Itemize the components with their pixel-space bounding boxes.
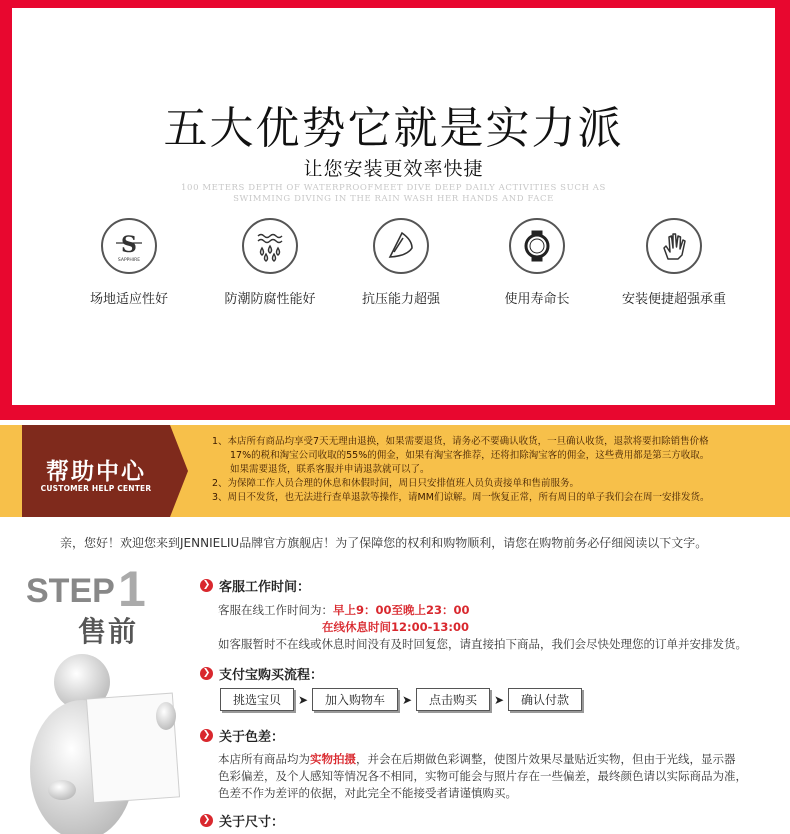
help-center-title: 帮助中心	[46, 459, 146, 485]
feature-label: 使用寿命长	[504, 292, 570, 307]
service-time-heading	[200, 576, 310, 595]
feature-item	[69, 218, 189, 307]
feature-item	[341, 218, 461, 307]
color-difference-line-2: 色彩偏差，及个人感知等情况各不相同，实物可能会与照片存在一些偏差，最终颜色请以实际商品为准，	[218, 769, 747, 783]
water-drops-icon	[242, 218, 298, 274]
hero-english-line-2: SWIMMING DIVING IN THE RAIN WASH HER HANDS AND FACE	[233, 194, 554, 204]
color-difference-line-3: 色差不作为差评的依据，对此完全不能接受者请谨慎购买。	[218, 786, 517, 800]
color-difference-title: 关于色差：	[219, 730, 285, 745]
color-text-highlight: 实物拍摄	[310, 752, 356, 766]
help-center-tag	[22, 425, 170, 517]
chevron-right-icon: ❯	[200, 729, 213, 742]
arrow-right-icon: ➤	[297, 692, 309, 707]
color-text-a: 本店所有商品均为	[218, 752, 310, 766]
service-hours-line	[218, 601, 470, 619]
help-tag-arrow	[170, 425, 188, 517]
chevron-right-icon: ❯	[200, 814, 213, 827]
step-word: STEP	[26, 572, 115, 610]
size-title: 关于尺寸：	[219, 815, 285, 830]
help-center-subtitle: CUSTOMER HELP CENTER	[40, 484, 152, 493]
person-holding-sign-illustration	[22, 650, 182, 834]
color-difference-line-1	[218, 750, 736, 768]
feature-label: 场地适应性好	[89, 292, 168, 307]
help-center-bar	[0, 425, 790, 517]
alipay-flow-heading	[200, 664, 323, 683]
feature-label: 抗压能力超强	[361, 292, 440, 307]
watch-case-icon	[509, 218, 565, 274]
flow-step-select-item: 挑选宝贝	[220, 688, 294, 711]
service-break-line	[322, 618, 469, 636]
flow-step-add-to-cart: 加入购物车	[312, 688, 398, 711]
flow-step-buy: 点击购买	[416, 688, 490, 711]
alipay-flow-title: 支付宝购买流程：	[219, 668, 324, 683]
hero-english-text	[172, 183, 615, 205]
service-hours-value: 早上9：00至晚上23：00	[333, 603, 470, 617]
purchase-flow	[220, 688, 582, 711]
hero-title: 五大优势它就是实力派	[163, 103, 624, 154]
feature-item	[477, 218, 597, 307]
pressure-icon	[373, 218, 429, 274]
feature-item	[210, 218, 330, 307]
feature-label: 安装便捷超强承重	[621, 292, 726, 307]
help-notice-line: 17%的税和淘宝公司收取的55%的佣金，如果有淘宝客推荐，还将扣除淘宝客的佣金，这些费用都是第三方收取。	[230, 450, 710, 461]
service-hours-prefix: 客服在线工作时间为：	[218, 603, 333, 617]
help-notice-line: 2、为保障工作人员合理的休息和休假时间，周日只安排值班人员负责接单和售前服务。	[212, 478, 580, 489]
feature-label: 防潮防腐性能好	[224, 292, 316, 307]
service-note: 如客服暂时不在线或休息时间没有及时回复您，请直接拍下商品，我们会尽快处理您的订单并安排发货。	[218, 637, 747, 651]
flow-step-confirm-payment: 确认付款	[508, 688, 582, 711]
help-notice-line: 如果需要退货，联系客服并申请退款就可以了。	[230, 464, 430, 475]
step-title: 售前	[78, 615, 139, 648]
svg-text:S: S	[121, 232, 137, 258]
service-break-value: 在线休息时间12:00-13:00	[322, 620, 469, 634]
sapphire-icon	[101, 218, 157, 274]
hand-icon	[646, 218, 702, 274]
color-difference-heading	[200, 726, 284, 745]
service-time-title: 客服工作时间：	[219, 580, 311, 595]
feature-item	[599, 218, 749, 307]
sapphire-icon-text: SAPPHIRE	[117, 258, 141, 263]
chevron-right-icon: ❯	[200, 579, 213, 592]
hero-subtitle: 让您安装更效率快捷	[303, 158, 484, 180]
step-number: 1	[118, 561, 146, 617]
help-notice-line: 1、本店所有商品均享受7天无理由退换，如果需要退货，请务必不要确认收货，一旦确认收货，退款将要扣除销售价格	[212, 436, 709, 447]
hero-panel	[12, 8, 775, 405]
hero-english-line-1: 100 METERS DEPTH OF WATERPROOFMEET DIVE DEEP DAILY ACTIVITIES SUCH AS	[181, 183, 606, 193]
color-text-c: ，并会在后期做色彩调整，使图片效果尽量贴近实物，但由于光线，显示器	[356, 752, 736, 766]
help-notice-line: 3、周日不发货，也无法进行查单退款等操作，请MM们谅解。周一恢复正常，所有周日的单子我们会在周一安排发货。	[212, 492, 710, 503]
size-heading	[200, 811, 284, 830]
arrow-right-icon: ➤	[402, 692, 413, 707]
chevron-right-icon: ❯	[200, 667, 213, 680]
help-notice-list	[212, 435, 772, 505]
welcome-text: 亲，您好！欢迎您来到JENNIELIU品牌官方旗舰店！为了保障您的权利和购物顺利，请您在购物前务必仔细阅读以下文字。	[60, 536, 708, 550]
arrow-right-icon: ➤	[494, 692, 505, 707]
